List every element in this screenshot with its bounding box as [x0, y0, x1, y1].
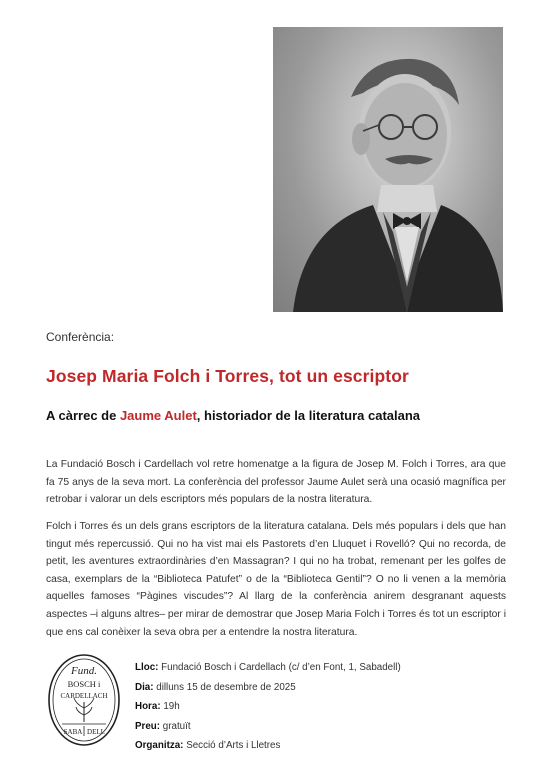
speaker-name: Jaume Aulet: [119, 408, 197, 423]
portrait-illustration: [273, 27, 503, 312]
logo-line-3: CARDELLACH: [60, 692, 108, 700]
intro-paragraph: La Fundació Bosch i Cardellach vol retre homenatge a la figura de Josep M. Folch i Torres, ara que fa 75 anys de la seva mort. La conferència del professor Jaume Aulet serà una ocasió magnífica per retrobar i valorar un dels escriptors més populars de la nostra literatura.: [46, 459, 506, 506]
event-type-label: Conferència:: [46, 330, 115, 344]
subtitle-suffix: , historiador de la literatura catalana: [196, 408, 421, 423]
description-paragraph: Folch i Torres és un dels grans escriptors de la literatura catalana. Dels més populars i dels que han tingut més repercussió. Qui no ha vist mai els Pastorets d’en Lluquet i Rovelló? Qui no recorda, de petit, les aventures extraordinàries d’en Massagran? I qui no ha trobat, remenant per les golfes de casa, exemplars de la “Biblioteca Patufet” o de la “Biblioteca Gentil”? O no li venen a la memòria aquelles famoses “Pàgines viscudes”? Al llarg de la conferència anirem desgranant aquests aspectes –i alguns altres– per mirar de demostrar que Josep Maria Folch i Torres és tot un escriptor i que ens cal conèixer la seva obra per a entendre la nostra literatura.: [46, 521, 506, 638]
detail-date: Dia: dilluns 15 de desembre de 2025: [135, 681, 296, 693]
logo-line-4a: SABA: [63, 728, 83, 736]
detail-location: Lloc: Fundació Bosch i Cardellach (c/ d’en Font, 1, Sabadell): [135, 662, 401, 673]
event-subtitle: [46, 408, 420, 423]
detail-time: Hora: 19h: [135, 701, 180, 712]
logo-line-2: BOSCH i: [67, 679, 101, 689]
event-title: Josep Maria Folch i Torres, tot un escriptor: [46, 366, 409, 386]
logo-line-1: Fund.: [71, 665, 97, 677]
logo-line-4b: DELL: [87, 728, 105, 736]
subtitle-prefix: A càrrec de: [46, 408, 120, 423]
detail-price: Preu: gratuït: [135, 720, 191, 732]
detail-organizer: Organitza: Secció d’Arts i Lletres: [135, 740, 281, 751]
event-details: [135, 658, 401, 756]
portrait-photo: [273, 27, 503, 312]
foundation-logo: [46, 652, 122, 748]
